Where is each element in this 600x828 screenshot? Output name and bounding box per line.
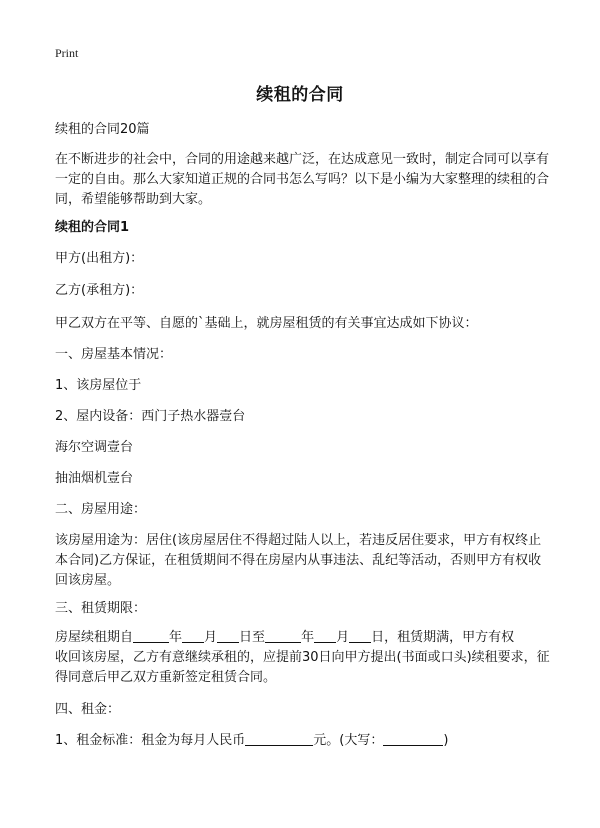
lease-term-text-5: 年 <box>301 630 315 645</box>
section-heading: 续租的合同1 <box>55 220 130 235</box>
section-2-body: 该房屋用途为：居住(该房屋居住不得超过陆人以上，若违反居住要求，甲方有权终止本合同)乙方保证，在租赁期间不得在房屋内从事违法、乱纪等活动，否则甲方有权收回该房屋。 <box>55 533 542 588</box>
section-1-item-3: 海尔空调壹台 <box>55 440 134 455</box>
blank-start-month[interactable] <box>182 628 204 643</box>
section-1-item-4: 抽油烟机壹台 <box>55 471 134 486</box>
section-3-title: 三、租赁期限： <box>55 601 147 616</box>
party-a-line: 甲方(出租方)： <box>55 251 144 266</box>
section-4-item-1 <box>55 731 550 751</box>
section-3-body <box>55 628 550 688</box>
lease-term-rest: 收回该房屋，乙方有意继续承租的，应提前30日向甲方提出(书面或口头)续租要求，征得同意后甲乙双方重新签定租赁合同。 <box>55 650 550 685</box>
lease-term-line <box>55 628 550 648</box>
lease-term-text-6: 月 <box>336 630 350 645</box>
lease-term-text-1: 房屋续租期自 <box>55 630 134 645</box>
rent-text-1: 1、租金标准：租金为每月人民币 <box>55 733 246 748</box>
lease-term-text-3: 月 <box>204 630 218 645</box>
blank-end-day[interactable] <box>349 628 371 643</box>
document-subtitle: 续租的合同20篇 <box>55 122 150 137</box>
blank-end-year[interactable] <box>265 628 301 643</box>
print-link[interactable]: Print <box>55 46 79 60</box>
document-title: 续租的合同 <box>256 85 344 105</box>
lease-term-text-4: 日至 <box>239 630 266 645</box>
blank-start-year[interactable] <box>133 628 169 643</box>
party-b-line: 乙方(承租方)： <box>55 283 144 298</box>
intro-paragraph: 在不断进步的社会中，合同的用途越来越广泛，在达成意见一致时，制定合同可以享有一定的自由。那么大家知道正规的合同书怎么写吗？以下是小编为大家整理的续租的合同，希望能够帮助到大家。 <box>55 152 550 207</box>
section-2-title: 二、房屋用途： <box>55 502 147 517</box>
section-1-item-2: 2、屋内设备：西门子热水器壹台 <box>55 409 246 424</box>
rent-text-2: 元。(大写： <box>313 733 384 748</box>
blank-rent-amount[interactable] <box>245 731 313 746</box>
section-1-item-1: 1、该房屋位于 <box>55 378 142 393</box>
section-1-title: 一、房屋基本情况： <box>55 347 173 362</box>
section-4-title: 四、租金： <box>55 702 121 717</box>
rent-text-3: ) <box>443 733 449 748</box>
blank-start-day[interactable] <box>217 628 239 643</box>
blank-rent-uppercase[interactable] <box>383 731 443 746</box>
lease-term-text-2: 年 <box>169 630 183 645</box>
agreement-intro: 甲乙双方在平等、自愿的`基础上，就房屋租赁的有关事宜达成如下协议： <box>55 316 478 331</box>
lease-term-text-7: 日，租赁期满，甲方有权 <box>371 630 515 645</box>
blank-end-month[interactable] <box>314 628 336 643</box>
